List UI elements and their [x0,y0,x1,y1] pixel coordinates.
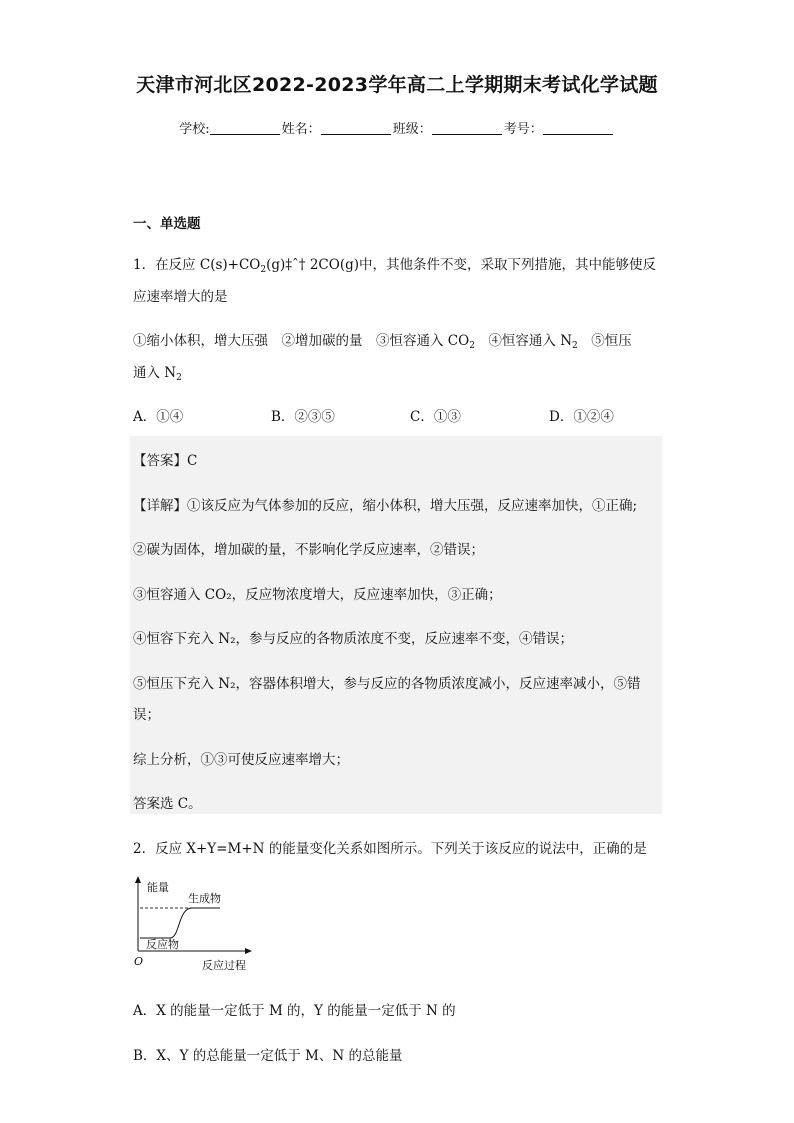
q1-option-b: B．②③⑤ [271,409,335,425]
q1-option-c: C．①③ [410,409,461,425]
class-blank [432,122,502,135]
q1-analysis-line: 综上分析，①③可使反应速率增大； [133,752,349,768]
exam-no-blank [543,122,613,135]
reactant-label: 反应物 [146,938,179,951]
q1-analysis-line: ④恒容下充入 N₂，参与反应的各物质浓度不变，反应速率不变，④错误； [133,631,574,647]
name-blank [321,122,391,135]
q2-option-b: B．X、Y 的总能量一定低于 M、N 的总能量 [133,1048,403,1064]
origin-label: O [134,955,144,968]
q1-analysis-line: 答案选 C。 [133,796,202,812]
q1-analysis-line: 误； [133,707,160,723]
section-title: 一、单选题 [133,216,201,232]
q2-option-a: A．X 的能量一定低于 M 的，Y 的能量一定低于 N 的 [133,1003,456,1019]
q1-analysis-line: ②碳为固体，增加碳的量，不影响化学反应速率，②错误； [133,542,484,558]
q1-stem-line2: 应速率增大的是 [133,289,228,305]
q1-option-d: D．①②④ [549,409,614,425]
energy-axis-arrow [135,876,141,883]
q1-analysis-line: ③恒容通入 CO₂，反应物浓度增大，反应速率加快，③正确； [133,587,502,603]
q1-option-a: A．①④ [133,409,184,425]
process-axis-arrow [245,948,252,954]
x-axis-label: 反应过程 [202,959,246,972]
energy-curve [140,908,220,938]
q1-measures-line2: 通入 $N_2$ [133,365,182,383]
y-axis-label: 能量 [147,881,169,894]
class-label: 班级： [392,122,432,137]
energy-diagram [128,873,268,973]
product-label: 生成物 [188,892,221,905]
q2-stem: 2．反应 X+Y=M+N 的能量变化关系如图所示。下列关于该反应的说法中，正确的是 [133,841,647,857]
school-blank [210,122,280,135]
name-label: 姓名： [281,122,321,137]
q1-analysis-line: 【详解】①该反应为气体参加的反应，缩小体积，增大压强，反应速率加快，①正确; [133,498,638,514]
q1-measures-line1: ①缩小体积，增大压强 ②增加碳的量 ③恒容通入 $CO_2$ ④恒容通入 $N_2$ ⑤恒压 [133,333,632,351]
student-info-line [0,118,794,137]
school-label: 学校: [179,122,210,137]
page-title: 天津市河北区2022-2023学年高二上学期期末考试化学试题 [136,74,658,96]
q1-stem-line1: 1．在反应 $C(s)+CO_2(g)\ddagger ˆ\dagger$ 2CO(g)中，其他条件不变，采取下列措施，其中能够使反 [133,257,657,275]
exam-no-label: 考号： [503,122,543,137]
q1-analysis-line: ⑤恒压下充入 N₂，容器体积增大，参与反应的各物质浓度减小，反应速率减小，⑤错 [133,676,641,692]
q1-answer: 【答案】C [133,453,198,469]
